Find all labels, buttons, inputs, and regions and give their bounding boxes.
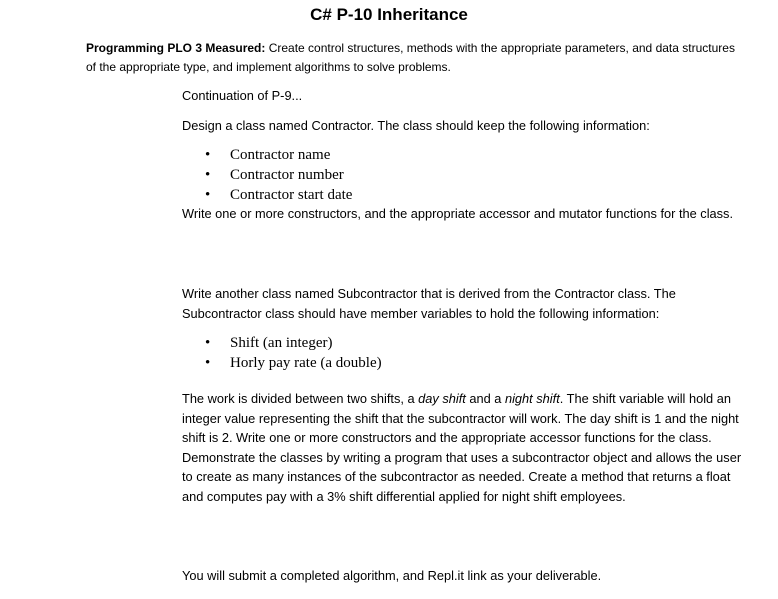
list-item — [205, 353, 382, 373]
list-item-text: Horly pay rate (a double) — [230, 355, 382, 371]
page-title: C# P-10 Inheritance — [310, 5, 468, 24]
bullet-icon: • — [205, 147, 211, 163]
subcontractor-instruction: Write another class named Subcontractor that is derived from the Contractor class. The Subcontractor class should have member variables to hold the following information: — [182, 286, 676, 321]
list-item — [205, 165, 352, 185]
plo-label: Programming PLO 3 Measured: — [86, 41, 266, 55]
day-shift-term: day shift — [418, 391, 466, 406]
list-item-text: Contractor number — [230, 167, 344, 183]
contractor-fields-list — [205, 145, 352, 205]
bullet-icon: • — [205, 355, 211, 371]
list-item-text: Contractor start date — [230, 187, 353, 203]
continuation-text: Continuation of P-9... — [182, 88, 303, 103]
design-instruction: Design a class named Contractor. The class should keep the following information: — [182, 118, 650, 133]
bullet-icon: • — [205, 335, 211, 351]
work-text-part3: . The shift variable will hold an integer value representing the shift that the subcontractor will work. The day shift is 1 and the night shift is 2. Write one or more constructors and the appropriate accessor functions for the class. Demonstrate the classes by writing a program that uses a subcontractor object and allows the user to create as many instances of the subcontractor as needed. Create a method that returns a float and computes pay with a 3% shift differential applied for night shift employees. — [182, 391, 742, 504]
work-description — [182, 389, 742, 506]
plo-paragraph — [86, 39, 736, 77]
list-item — [205, 185, 352, 205]
bullet-icon: • — [205, 187, 211, 203]
constructors-instruction: Write one or more constructors, and the appropriate accessor and mutator functions for the class. — [182, 206, 734, 221]
list-item-text: Shift (an integer) — [230, 335, 333, 351]
bullet-icon: • — [205, 167, 211, 183]
work-text-part2: and a — [465, 391, 505, 406]
list-item — [205, 145, 352, 165]
night-shift-term: night shift — [504, 391, 560, 406]
plo-text: Create control structures, methods with the appropriate parameters, and data structures of the appropriate type, and implement algorithms to solve problems. — [86, 41, 735, 74]
list-item-text: Contractor name — [230, 147, 331, 163]
subcontractor-fields-list — [205, 333, 382, 373]
list-item — [205, 333, 382, 353]
work-text-part1: The work is divided between two shifts, a — [182, 391, 419, 406]
submission-instruction: You will submit a completed algorithm, and Repl.it link as your deliverable. — [182, 568, 602, 583]
